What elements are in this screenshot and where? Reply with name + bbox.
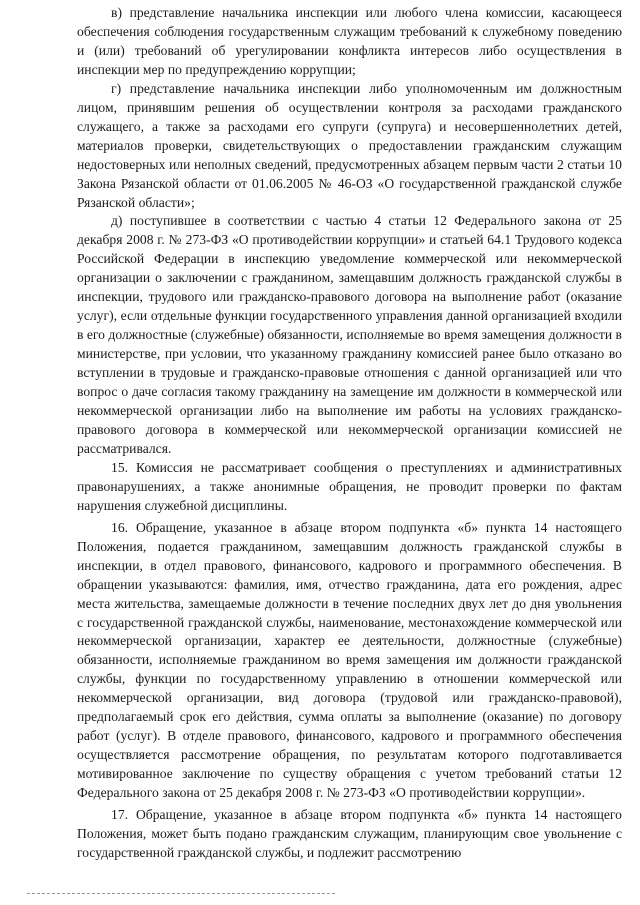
paragraph-clause-17: 17. Обращение, указанное в абзаце втором подпункта «б» пункта 14 настоящего Положения, может быть подано гражданским служащим, планирующим свое увольнение с государственной гражданской службы, и подлежит рассмотрению [77,807,622,860]
document-page [77,4,622,863]
paragraph-clause-16: 16. Обращение, указанное в абзаце втором подпункта «б» пункта 14 настоящего Положения, подается гражданином, замещавшим должность гражданской службы в инспекции, в отдел правового, финансового, кадрового и программного обеспечения. В обращении указываются: фамилия, имя, отчество гражданина, дата его рождения, адрес места жительства, замещаемые должности в течение последних двух лет до дня увольнения с государственной гражданской службы, наименование, местонахождение коммерческой или некоммерческой организации, характер ее деятельности, должностные (служебные) обязанности, исполняемые гражданином во время замещения им должности гражданской службы, функции по государственному управлению в отношении коммерческой или некоммерческой организации, вид договора (трудовой или гражданско-правовой), предполагаемый срок его действия, сумма оплаты за выполнение (оказание) по договору работ (услуг). В отделе правового, финансового, кадрового и программного обеспечения осуществляется рассмотрение обращения, по результатам которого подготавливается мотивированное заключение по существу обращения с учетом требований статьи 12 Федерального закона от 25 декабря 2008 г. № 273-ФЗ «О противодействии коррупции». [77,519,622,801]
paragraph-item-d: д) поступившее в соответствии с частью 4 статьи 12 Федерального закона от 25 декабря 2008 г. № 273-ФЗ «О противодействии коррупции» и статьей 64.1 Трудового кодекса Российской Федерации в инспекцию уведомление коммерческой или некоммерческой организации о заключении с гражданином, замещавшим должность гражданской службы в инспекции, трудового или гражданско-правового договора на выполнение работ (оказание услуг), если отдельные функции государственного управления данной организацией входили в его должностные (служебные) обязанности, исполняемые во время замещения должности в министерстве, при условии, что указанному гражданину комиссией ранее было отказано во вступлении в трудовые и гражданско-правовые отношения с данной организацией или что вопрос о даче согласия такому гражданину на замещение им должности в коммерческой или некоммерческой организации либо на выполнение им работы на условиях гражданско-правового договора в коммерческой или некоммерческой организации комиссией не рассматривался. [77,213,622,456]
paragraph-clause-15: 15. Комиссия не рассматривает сообщения о преступлениях и административных правонарушениях, а также анонимные обращения, не проводит проверки по фактам нарушения служебной дисциплины. [77,459,622,513]
paragraph-item-v: в) представление начальника инспекции или любого члена комиссии, касающееся обеспечения соблюдения государственным служащим требований к служебному поведению и (или) требований об урегулировании конфликта интересов либо осуществления в инспекции мер по предупреждению коррупции; [77,5,622,77]
paragraph-item-g: г) представление начальника инспекции либо уполномоченным им должностным лицом, принявшим решения об осуществлении контроля за расходами гражданского служащего, а также за расходами его супруги (супруга) и несовершеннолетних детей, материалов проверки, свидетельствующих о предоставлении гражданским служащим недостоверных или неполных сведений, предусмотренных абзацем первым части 2 статьи 10 Закона Рязанской области от 01.06.2005 № 46-ОЗ «О государственной гражданской службе Рязанской области»; [77,80,622,210]
footer-divider [27,893,335,894]
